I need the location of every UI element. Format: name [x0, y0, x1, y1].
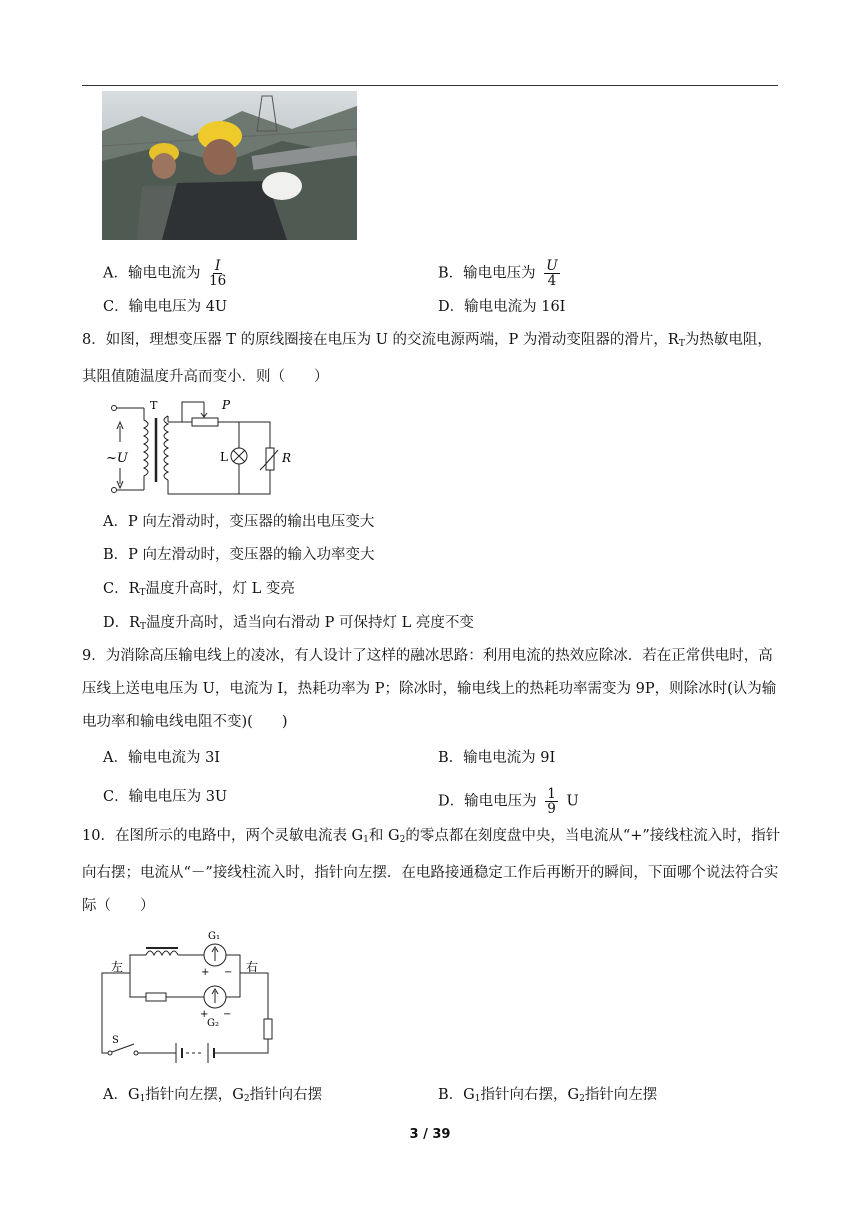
g2-plus: + [200, 1009, 209, 1020]
left-node-label: 左 [111, 960, 124, 974]
q8-stem-subscript: T [678, 339, 685, 349]
transformer-label: T [150, 399, 158, 412]
q10-option-b [438, 1085, 657, 1109]
q10-option-a [103, 1085, 322, 1109]
g2-minus: − [223, 1009, 232, 1020]
lamp-label: L [220, 450, 228, 464]
right-node-label: 右 [246, 960, 259, 974]
q9-stem: 9．为消除高压输电线上的凌冰，有人设计了这样的融冰思路：利用电流的热效应除冰．若在正常供电时，高压线上送电电压为 U，电流为 I，热耗功率为 P；除冰时，输电线上的热耗功率需变为 9P，则除冰时(认为输电功率和输电线电阻不变)( ) [82, 648, 777, 730]
g1-plus: + [201, 967, 210, 978]
q9-d-unit: U [566, 793, 579, 810]
q8-stem [82, 324, 782, 394]
q8-d-text: 温度升高时，适当向右滑动 P 可保持灯 L 亮度不变 [146, 615, 474, 631]
q7-option-a [103, 259, 230, 288]
q10-stem [82, 820, 782, 923]
q7-option-a-text: A．输电电流为 [103, 265, 201, 282]
q9-option-c: C．输电电压为 3U [103, 789, 228, 805]
q10-b-sub2: 2 [579, 1094, 585, 1104]
q10-a-sub2: 2 [243, 1094, 250, 1104]
q9-d-text: D．输电电压为 [438, 793, 537, 810]
q9-d-fraction [545, 787, 558, 816]
q7-option-a-fraction [209, 259, 226, 288]
workers-photo [102, 91, 357, 240]
q7-option-b-text: B．输电电压为 [438, 265, 536, 282]
q10-stem-sub1: 1 [363, 835, 369, 845]
q8-d-subscript: T [140, 622, 147, 632]
q8-c-prefix: C．R [103, 581, 140, 597]
q8-option-a: A．P 向左滑动时，变压器的输出电压变大 [103, 514, 375, 530]
g1-minus: − [224, 967, 233, 978]
q8-option-b: B．P 向左滑动时，变压器的输入功率变大 [103, 547, 375, 563]
q10-b-sub1: 1 [474, 1094, 481, 1104]
q10-a-mid: 指针向左摆，G [145, 1087, 244, 1103]
q8-stem-part2: 为热敏电阻，其阻值随温度升高而变小．则（ ） [82, 332, 772, 385]
q7-option-b [438, 259, 564, 288]
q7-option-c: C．输电电压为 4U [103, 299, 228, 315]
q7-a-numerator: I [215, 258, 221, 274]
q7-b-denominator: 4 [547, 273, 557, 289]
q9-option-d [438, 787, 579, 816]
q8-d-prefix: D．R [103, 615, 141, 631]
q8-transformer-diagram [102, 396, 302, 498]
g2-label: G₂ [207, 1018, 219, 1029]
q10-b-prefix: B．G [438, 1087, 475, 1103]
q10-b-mid: 指针向右摆，G [480, 1087, 580, 1103]
q7-option-b-fraction [544, 259, 559, 288]
switch-label: S [112, 1035, 119, 1046]
q8-stem-part1: 8．如图，理想变压器 T 的原线圈接在电压为 U 的交流电源两端，P 为滑动变阻器的滑片，R [82, 332, 679, 348]
q10-stem-part3: 的零点都在刻度盘中央，当电流从“+”接线柱流入时，指针向右摆；电流从“－”接线柱流入时，指针向左摆．在电路接通稳定工作后再断开的瞬间，下面哪个说法符合实际（ ） [82, 828, 781, 914]
q8-c-text: 温度升高时，灯 L 变亮 [145, 581, 295, 597]
source-voltage-label: ~U [106, 451, 128, 466]
q10-circuit-diagram [98, 925, 278, 1065]
q9-option-a: A．输电电流为 3I [103, 750, 221, 766]
thermistor-label: R [282, 451, 292, 465]
q8-c-subscript: T [139, 588, 146, 598]
q7-option-d: D．输电电流为 16I [438, 299, 566, 315]
q7-a-denominator: 16 [209, 273, 227, 289]
slider-label: P [222, 398, 231, 412]
q10-stem-part2: 和 G [368, 828, 400, 844]
q10-a-sub1: 1 [139, 1094, 146, 1104]
page-number: 3 / 39 [409, 1127, 451, 1142]
q10-stem-part1: 10．在图所示的电路中，两个灵敏电流表 G [82, 828, 364, 844]
q8-option-d [103, 613, 474, 637]
g1-label: G₁ [208, 931, 220, 942]
q9-d-denominator: 9 [547, 801, 556, 817]
q9-option-b: B．输电电流为 9I [438, 750, 556, 766]
q10-b-post: 指针向左摆 [584, 1087, 658, 1103]
q8-option-c [103, 579, 295, 603]
q10-stem-sub2: 2 [399, 835, 406, 845]
q9-d-numerator: 1 [547, 786, 556, 802]
q7-b-numerator: U [546, 258, 558, 274]
q10-a-post: 指针向右摆 [249, 1087, 323, 1103]
q10-a-prefix: A．G [103, 1087, 140, 1103]
header-rule [82, 85, 778, 86]
